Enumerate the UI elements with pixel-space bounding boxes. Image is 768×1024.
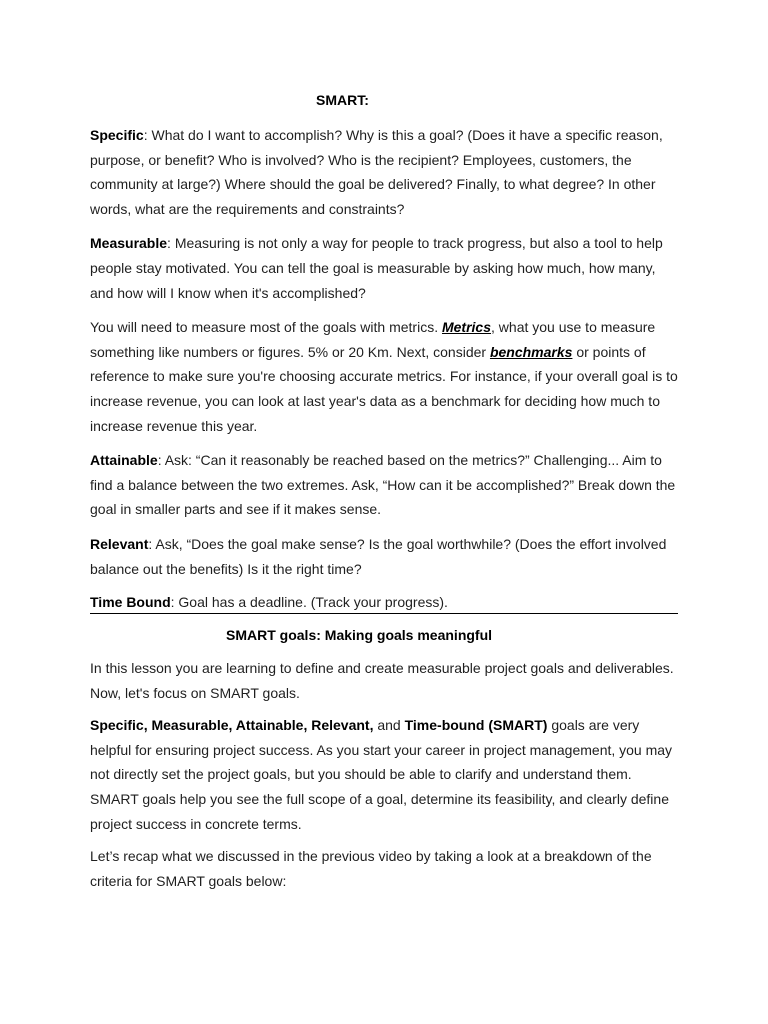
and-word: and (373, 717, 405, 734)
measurable-text: : Measuring is not only a way for people to track progress, but also a tool to help people stay motivated. You can tell the goal is measurable by asking how much, how many, and how will I know when it's accomplished? (90, 235, 663, 301)
relevant-term: Relevant (90, 535, 149, 552)
metrics-text-1: You will need to measure most of the goals with metrics. (90, 319, 442, 336)
intro-paragraph: In this lesson you are learning to define and create measurable project goals and deliverables. Now, let's focus on SMART goals. (90, 660, 674, 701)
time-bound-text: : Goal has a deadline. (Track your progress). (170, 594, 448, 611)
document-body (90, 123, 680, 901)
time-bound-paragraph (90, 591, 680, 613)
attainable-paragraph (90, 448, 680, 522)
section-heading: SMART goals: Making goals meaningful (226, 627, 493, 644)
relevant-paragraph (90, 532, 680, 581)
specific-term: Specific (90, 127, 144, 143)
specific-paragraph (90, 123, 680, 221)
measurable-paragraph (90, 231, 680, 305)
metrics-text-2: , what you use to measure something like numbers or figures. 5% or 20 Km. Next, consider (90, 319, 656, 360)
smart-paragraph (90, 713, 680, 836)
benchmarks-link[interactable]: benchmarks (489, 343, 573, 360)
attainable-term: Attainable (90, 452, 158, 469)
section-two (90, 656, 680, 893)
metrics-paragraph (90, 315, 680, 438)
section-divider (90, 613, 678, 614)
smart-text: goals are very helpful for ensuring project success. As you start your career in project management, you may not directly set the project goals, but you should be able to clarify and understand them. SMART goals help you see the full scope of a goal, determine its feasibility, and clearly define project success in concrete terms. (90, 717, 673, 832)
time-bound-smart-term: Time-bound (SMART) (404, 717, 548, 734)
metrics-link[interactable]: Metrics (441, 319, 492, 336)
time-bound-term: Time Bound (90, 594, 171, 611)
attainable-text: : Ask: “Can it reasonably be reached based on the metrics?” Challenging... Aim to find a balance between the two extremes. Ask, “How can it be accomplished?” Break down the goal in smaller parts and see if it makes sense. (90, 452, 676, 518)
measurable-term: Measurable (90, 235, 168, 252)
relevant-text: : Ask, “Does the goal make sense? Is the goal worthwhile? (Does the effort involved balance out the benefits) Is it the right time? (90, 535, 667, 577)
specific-text: : What do I want to accomplish? Why is this a goal? (Does it have a specific reason, purpose, or benefit? Who is involved? Who is the recipient? Employees, customers, the community at large?) Where should the goal be delivered? Finally, to what degree? In other words, what are the requirements and constraints? (90, 127, 663, 217)
metrics-text-3: or points of reference to make sure you're choosing accurate metrics. For instance, if your overall goal is to increase revenue, you can look at last year's data as a benchmark for deciding how much to increase revenue this year. (90, 343, 678, 434)
recap-paragraph: Let’s recap what we discussed in the previous video by taking a look at a breakdown of the criteria for SMART goals below: (90, 848, 652, 889)
page-title: SMART: (316, 92, 369, 108)
smart-terms: Specific, Measurable, Attainable, Relevant, (90, 717, 374, 734)
